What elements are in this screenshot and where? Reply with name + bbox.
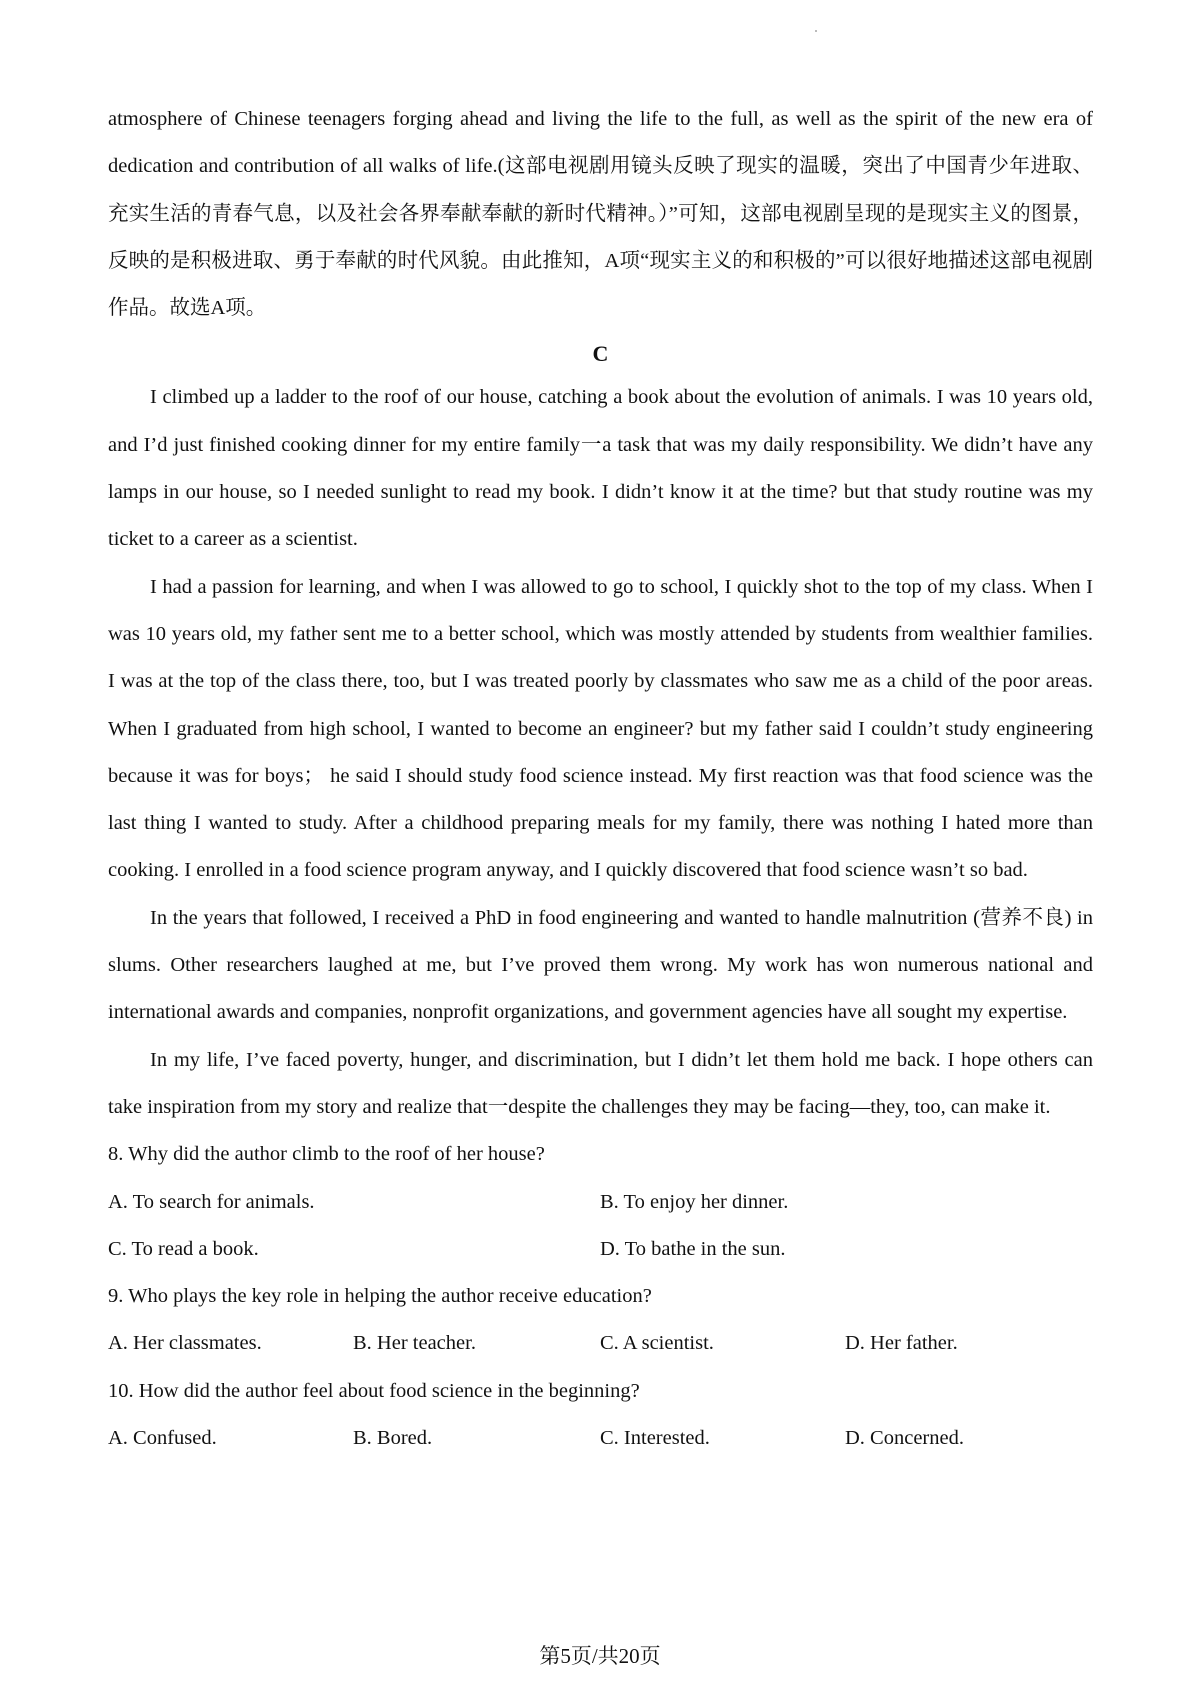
option-d: D. To bathe in the sun. [600,1237,786,1260]
question-options [108,1179,1093,1274]
passage-paragraph-3: In the years that followed, I received a PhD in food engineering and wanted to handle malnutrition (营养不良) in slums. Other researchers laughed at me, but I’ve proved them wrong. My work has won numerous national and international awards and companies, nonprofit organizations, and government agencies have all sought my expertise. [108,906,1093,1024]
passage-paragraph-4: In my life, I’ve faced poverty, hunger, and discrimination, but I didn’t let them hold me back. I hope others can take inspiration from my story and realize that一despite the challenges they may be facing—they, too, can make it. [108,1048,1093,1118]
option-b: B. Bored. [353,1427,433,1450]
option-a: A. To search for animals. [108,1190,315,1213]
question-stem: 9. Who plays the key role in helping the author receive education? [108,1285,652,1308]
scan-speck [815,30,817,32]
intro-paragraph: atmosphere of Chinese teenagers forging ahead and living the life to the full, as well as the spirit of the new era of dedication and contribution of all walks of life.(这部电视剧用镜头反映了现实的温暖，突出了中国青少年进取、充实生活的青春气息，以及社会各界奉献奉献的新时代精神。）”可知，这部电视剧呈现的是现实主义的图景，反映的是积极进取、勇于奉献的时代风貌。由此推知，A项“现实主义的和积极的”可以很好地描述这部电视剧作品。故选A项。 [108,108,1093,320]
option-a: A. Confused. [108,1427,217,1450]
passage-paragraph-1: I climbed up a ladder to the roof of our house, catching a book about the evolution of animals. I was 10 years old, and I’d just finished cooking dinner for my entire family一a task that was my daily responsibility. We didn’t have any lamps in our house, so I needed sunlight to read my book. I didn’t know it at the time? but that study routine was my ticket to a career as a scientist. [108,386,1093,551]
question-stem: 10. How did the author feel about food science in the beginning? [108,1379,640,1402]
option-d: D. Her father. [845,1332,958,1355]
option-c: C. A scientist. [600,1332,714,1355]
question-10 [108,1368,1093,1463]
option-c: C. Interested. [600,1427,710,1450]
question-8 [108,1131,1093,1273]
page-footer: 第5页/共20页 [539,1644,661,1668]
option-d: D. Concerned. [845,1427,964,1450]
option-b: B. To enjoy her dinner. [600,1190,789,1213]
passage-paragraph-2: I had a passion for learning, and when I was allowed to go to school, I quickly shot to the top of my class. When I was 10 years old, my father sent me to a better school, which was mostly attended by students from wealthier families. I was at the top of the class there, too, but I was treated poorly by classmates who saw me as a child of the poor areas. When I graduated from high school, I wanted to become an engineer? but my father said I couldn’t study engineering because it was for boys； he said I should study food science instead. My first reaction was that food science was the last thing I wanted to study. After a childhood preparing meals for my family, there was nothing I hated more than cooking. I enrolled in a food science program anyway, and I quickly discovered that food science wasn’t so bad. [108,575,1093,882]
document-body [108,96,1093,1462]
question-options [108,1415,1093,1462]
option-b: B. Her teacher. [353,1332,476,1355]
section-heading: C [592,341,609,367]
question-options [108,1320,1093,1367]
question-9 [108,1273,1093,1368]
question-stem: 8. Why did the author climb to the roof of her house? [108,1143,545,1166]
option-c: C. To read a book. [108,1237,259,1260]
option-a: A. Her classmates. [108,1332,262,1355]
